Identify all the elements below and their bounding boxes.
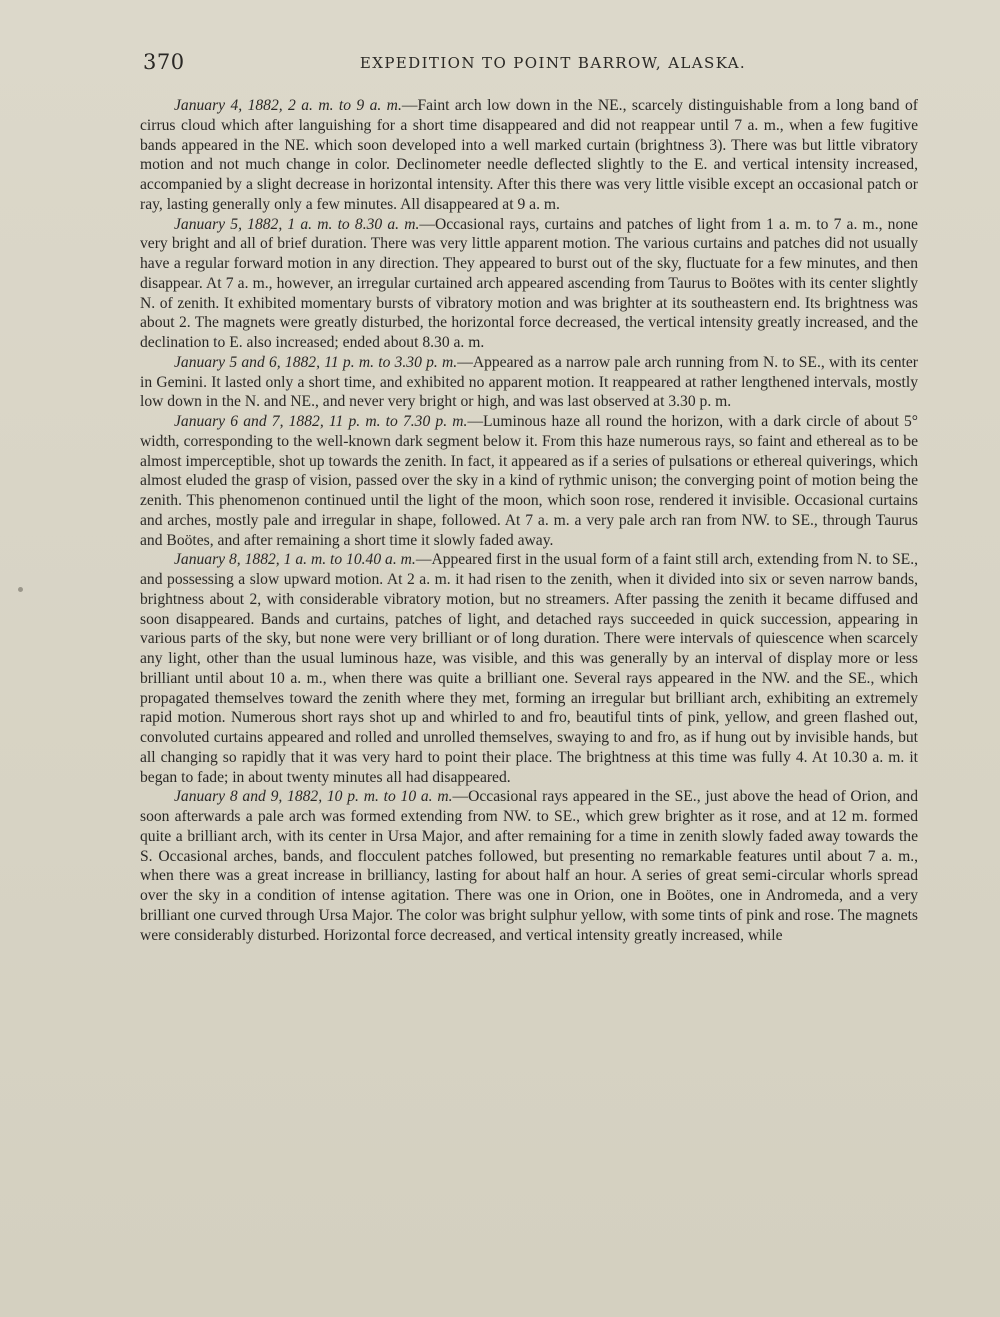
entry-text: —Appeared first in the usual form of a faint still arch, extending from N. to SE., and possessing a slow upward motion. At 2 a. m. it had risen to the zenith, when it divided into six or seven narrow bands, brightness about 2, with considerable vibratory motion, but no streamers. After passing the zenith it became diffused and soon disappeared. Bands and curtains, patches of light, and detached rays succeeded in quick succession, appearing in various parts of the sky, but none were very brilliant or of long duration. There were intervals of quiescence when scarcely any light, other than the usual luminous haze, was visible, and this was generally by an interval of display more or less brilliant until about 10 a. m., when there was quite a brilliant one. Several rays appeared in the NW. and the SE., which propagated themselves toward the zenith where they met, forming an irregular but brilliant arch, exhibiting an extremely rapid motion. Numerous short rays shot up and whirled to and fro, beautiful tints of pink, yellow, and green flashed out, convoluted curtains appeared and rolled and unrolled themselves, swaying to and fro, as if hung out by invisible hands, but all changing so rapidly that it was very hard to point their place. The brightness at this time was fully 4. At 10.30 a. m. it began to fade; in about twenty minutes all had disappeared. <box>140 551 918 786</box>
entry-date: January 8, 1882, 1 a. m. to 10.40 a. m. <box>174 551 416 569</box>
page-header <box>143 50 923 80</box>
entry-text: —Occasional rays, curtains and patches of light from 1 a. m. to 7 a. m., none very bright and all of brief duration. There was very little apparent motion. The various curtains and patches did not usually have a regular forward motion in any direction. They appeared to burst out of the sky, fluctuate for a few minutes, and then disappear. At 7 a. m., however, an irregular curtained arch appeared ascending from Taurus to Boötes with its center slightly N. of zenith. It exhibited momentary bursts of vibratory motion and was brighter at its southeastern end. Its brightness was about 2. The magnets were greatly disturbed, the horizontal force decreased, the vertical intensity greatly increased, and the declination to E. also increased; ended about 8.30 a. m. <box>140 215 918 351</box>
entry-date: January 4, 1882, 2 a. m. to 9 a. m. <box>174 97 402 114</box>
body-text <box>140 96 918 945</box>
entry-text: —Appeared as a narrow pale arch running from N. to SE., with its center in Gemini. It lasted only a short time, and exhibited no apparent motion. It reappeared at rather lengthened intervals, mostly low down in the N. and NE., and never very bright or high, and was last observed at 3.30 p. m. <box>140 353 918 411</box>
running-title: EXPEDITION TO POINT BARROW, ALASKA. <box>359 54 747 72</box>
log-entry-jan-5-6 <box>140 353 918 412</box>
log-entry-jan-8 <box>140 550 918 787</box>
entry-date: January 5 and 6, 1882, 11 p. m. to 3.30 p. m. <box>174 353 458 371</box>
entry-text: —Luminous haze all round the horizon, with a dark circle of about 5° width, corresponding to the well-known dark segment below it. From this haze numerous rays, so faint and ethereal as to be almost imperceptible, shot up towards the zenith. In fact, it appeared as if a series of pulsations or ethereal quiverings, which almost eluded the grasp of vision, passed over the sky in a kind of rythmic unison; the converging point of motion being the zenith. This phenomenon continued until the light of the moon, which soon rose, rendered it invisible. Occasional curtains and arches, mostly pale and irregular in shape, followed. At 7 a. m. a very pale arch ran from NW. to SE., through Taurus and Boötes, and after remaining a short time it slowly faded away. <box>140 413 918 549</box>
log-entry-jan-8-9 <box>140 787 918 945</box>
entry-date: January 5, 1882, 1 a. m. to 8.30 a. m. <box>174 215 420 233</box>
entry-date: January 8 and 9, 1882, 10 p. m. to 10 a. m. <box>174 788 453 806</box>
log-entry-jan-4 <box>140 96 918 215</box>
entry-date: January 6 and 7, 1882, 11 p. m. to 7.30 p. m. <box>174 413 468 430</box>
page-number: 370 <box>143 50 185 74</box>
margin-speck <box>18 587 23 592</box>
log-entry-jan-5 <box>140 215 918 353</box>
entry-text: —Faint arch low down in the NE., scarcely distinguishable from a long band of cirrus cloud which after languishing for a short time disappeared and did not reappear until 7 a. m., when a few fugitive bands appeared in the NE. which soon developed into a well marked curtain (brightness 3). There was but little vibratory motion and not much change in color. Declinometer needle deflected slightly to the E. and vertical intensity increased, accompanied by a slight decrease in horizontal intensity. After this there was very little visible except an occasional patch or ray, lasting generally only a few minutes. All disappeared at 9 a. m. <box>140 97 918 213</box>
entry-text: —Occasional rays appeared in the SE., just above the head of Orion, and soon afterwards a pale arch was formed extending from NW. to SE., which grew brighter as it rose, and at 12 m. formed quite a brilliant arch, with its center in Ursa Major, and after remaining for a time in zenith slowly faded away towards the S. Occasional arches, bands, and flocculent patches followed, but presenting no remarkable features until about 7 a. m., when there was a great increase in brilliancy, lasting for about half an hour. A series of great semi-circular whorls spread over the sky in a condition of intense agitation. There was one in Orion, one in Boötes, one in Andromeda, and a very brilliant one curved through Ursa Major. The color was bright sulphur yellow, with some tints of pink and rose. The magnets were considerably disturbed. Horizontal force decreased, and vertical intensity greatly increased, while <box>140 788 918 944</box>
log-entry-jan-6-7 <box>140 412 918 550</box>
